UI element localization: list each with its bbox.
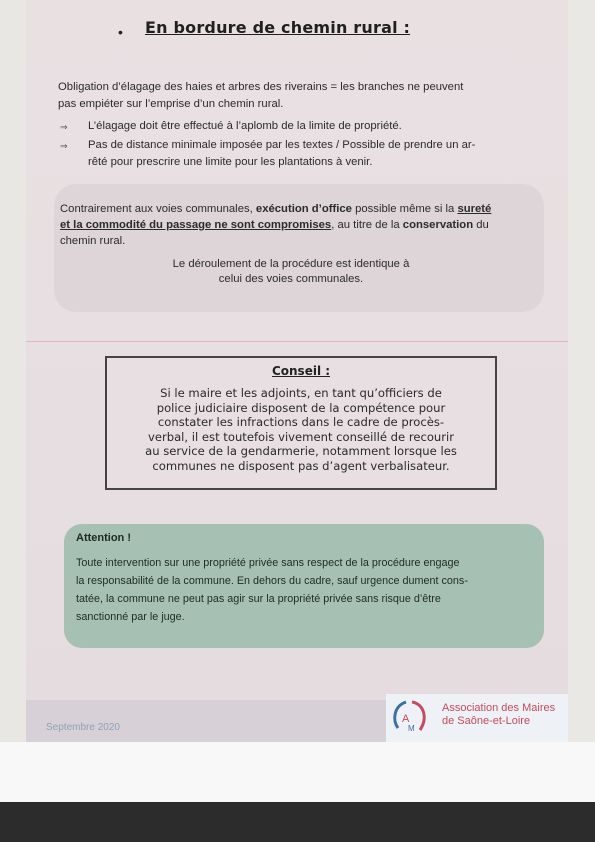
attention-body: Toute intervention sur une propriété privée sans respect de la procédure engage la responsabilité de la commune. En dehors du cadre, sauf urgence dument cons- tatée, la commune ne peut pas agir sur la propriété privée sans risque d’être sanctionné par le juge.: [76, 557, 468, 623]
bullet-1: L’élagage doit être effectué à l’aplomb de la limite de propriété.: [88, 120, 402, 132]
bottom-background: [0, 742, 595, 802]
title-bullet: •: [118, 24, 123, 40]
svg-text:A: A: [402, 713, 410, 725]
association-logo-icon: [390, 698, 430, 736]
svg-text:M: M: [408, 724, 415, 733]
para2-line2: et la commodité du passage ne sont compromises, au titre de la conservation du: [60, 219, 489, 231]
footer-date: Septembre 2020: [46, 722, 120, 733]
conseil-box: [105, 356, 497, 490]
left-margin: [0, 0, 26, 742]
para2-line1: Contrairement aux voies communales, exécution d’office possible même si la sureté: [60, 203, 492, 215]
arrow-icon: ⇒: [60, 122, 68, 132]
conseil-body: Si le maire et les adjoints, en tant qu’officiers de police judiciaire disposent de la compétence pour constater les infractions dans le cadre de procès- verbal, il est toutefois vivement conseillé de recourir au service de la gendarmerie, notamment lorsque les communes ne disposent pas d’agent verbalisateur.: [145, 386, 457, 473]
para1-line1: Obligation d’élagage des haies et arbres des riverains = les branches ne peuvent: [58, 81, 464, 93]
bullet-2-cont: rêté pour prescrire une limite pour les plantations à venir.: [88, 156, 373, 168]
right-margin: [568, 0, 595, 742]
procedure-note: Le déroulement de la procédure est identique à celui des voies communales.: [172, 258, 410, 285]
arrow-icon: ⇒: [60, 141, 68, 151]
bullet-2: Pas de distance minimale imposée par les textes / Possible de prendre un ar-: [88, 139, 476, 151]
bottom-dark-band: [0, 802, 595, 842]
attention-title: Attention !: [76, 532, 131, 544]
para2-line3: chemin rural.: [60, 235, 126, 247]
para1-line2: pas empiéter sur l’emprise d’un chemin rural.: [58, 98, 284, 110]
attention-box: [64, 524, 544, 648]
divider: [26, 341, 568, 342]
association-name: Association des Maires de Saône-et-Loire: [442, 702, 556, 727]
conseil-title: Conseil :: [271, 364, 331, 378]
section-title: En bordure de chemin rural :: [145, 18, 411, 37]
document-page: [26, 0, 568, 742]
